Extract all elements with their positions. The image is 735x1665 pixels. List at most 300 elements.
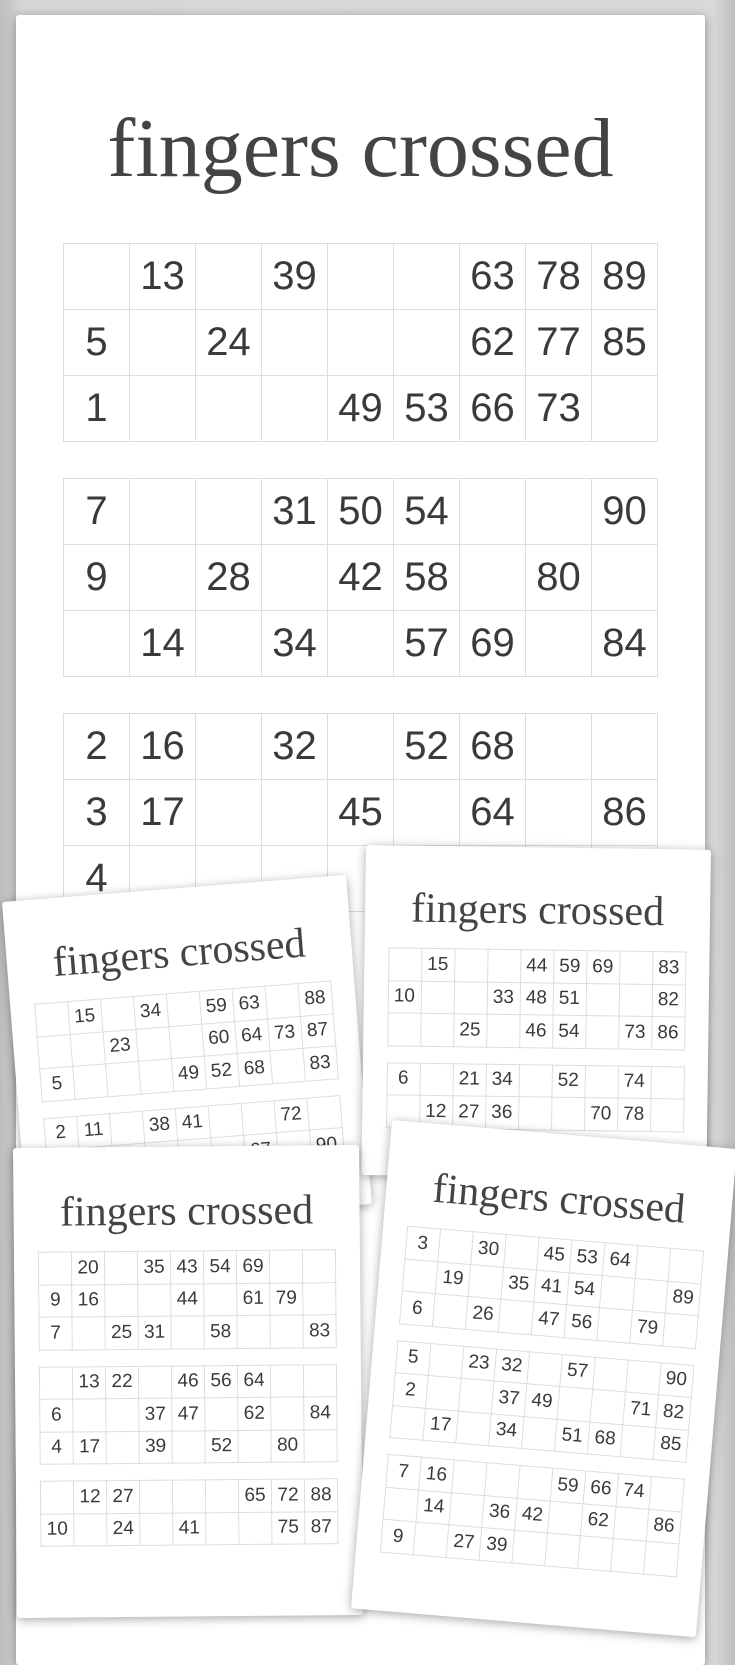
empty-cell <box>328 310 394 376</box>
empty-cell <box>551 1097 584 1130</box>
empty-cell <box>387 1013 420 1046</box>
number-cell: 44 <box>171 1283 204 1316</box>
number-cell: 42 <box>515 1498 551 1533</box>
empty-cell <box>269 1250 302 1283</box>
empty-cell <box>420 1013 453 1046</box>
empty-cell <box>420 1063 453 1096</box>
empty-cell <box>237 1315 270 1348</box>
bingo-ticket <box>399 1226 704 1349</box>
number-cell: 87 <box>300 1013 335 1048</box>
empty-cell <box>512 1530 548 1565</box>
number-cell: 46 <box>519 1015 552 1048</box>
number-cell: 47 <box>172 1398 205 1431</box>
ticket-row <box>39 1282 336 1317</box>
number-cell: 28 <box>196 545 262 611</box>
empty-cell <box>460 479 526 545</box>
number-cell: 54 <box>394 479 460 545</box>
empty-cell <box>238 1430 271 1463</box>
number-cell: 74 <box>617 1066 650 1099</box>
ticket-row <box>64 611 658 677</box>
empty-cell <box>626 1360 662 1395</box>
empty-cell <box>302 1250 335 1283</box>
number-cell: 21 <box>453 1063 486 1096</box>
empty-cell <box>611 1538 647 1573</box>
empty-cell <box>104 1251 137 1284</box>
empty-cell <box>649 1476 685 1511</box>
ticket-row <box>64 545 658 611</box>
number-cell: 7 <box>64 479 130 545</box>
empty-cell <box>578 1536 614 1571</box>
empty-cell <box>138 1366 171 1399</box>
number-cell: 12 <box>419 1095 452 1128</box>
empty-cell <box>262 780 328 846</box>
empty-cell <box>270 1048 305 1083</box>
number-cell: 24 <box>107 1513 140 1546</box>
empty-cell <box>394 310 460 376</box>
ticket-row <box>64 714 658 780</box>
empty-cell <box>619 984 652 1017</box>
empty-cell <box>38 1252 71 1285</box>
empty-cell <box>328 714 394 780</box>
ticket-row <box>387 1062 684 1099</box>
empty-cell <box>449 1492 485 1527</box>
number-cell: 26 <box>465 1296 501 1331</box>
empty-cell <box>592 714 658 780</box>
empty-cell <box>130 479 196 545</box>
number-cell: 58 <box>394 545 460 611</box>
ticket-row <box>39 1364 336 1399</box>
number-cell: 16 <box>419 1457 455 1492</box>
number-cell: 38 <box>142 1108 177 1143</box>
number-cell: 79 <box>270 1282 303 1315</box>
ticket-row <box>64 310 658 376</box>
number-cell: 31 <box>262 479 328 545</box>
empty-cell <box>663 1313 699 1348</box>
bingo-ticket <box>34 980 339 1102</box>
number-cell: 64 <box>460 780 526 846</box>
empty-cell <box>421 981 454 1014</box>
number-cell: 11 <box>76 1113 111 1148</box>
bingo-ticket <box>40 1478 339 1547</box>
number-cell: 45 <box>536 1237 572 1272</box>
number-cell: 7 <box>386 1454 422 1489</box>
number-cell: 19 <box>435 1261 471 1296</box>
number-cell: 52 <box>551 1065 584 1098</box>
number-cell: 49 <box>328 376 394 442</box>
empty-cell <box>526 780 592 846</box>
number-cell: 3 <box>64 780 130 846</box>
empty-cell <box>586 983 619 1016</box>
number-cell: 64 <box>234 1019 269 1054</box>
number-cell: 61 <box>237 1283 270 1316</box>
empty-cell <box>172 1430 205 1463</box>
number-cell: 27 <box>106 1480 139 1513</box>
empty-cell <box>39 1366 72 1399</box>
number-cell: 62 <box>580 1503 616 1538</box>
empty-cell <box>402 1259 438 1294</box>
empty-cell <box>172 1480 205 1513</box>
card-title: fingers crossed <box>107 102 614 195</box>
empty-cell <box>620 1424 656 1459</box>
empty-cell <box>34 1002 69 1037</box>
number-cell: 83 <box>652 952 685 985</box>
bingo-ticket <box>63 243 658 442</box>
number-cell: 9 <box>64 545 130 611</box>
number-cell: 23 <box>461 1346 497 1381</box>
number-cell: 58 <box>204 1316 237 1349</box>
number-cell: 78 <box>526 244 592 310</box>
number-cell: 5 <box>39 1067 74 1102</box>
number-cell: 66 <box>460 376 526 442</box>
number-cell: 46 <box>171 1365 204 1398</box>
ticket-row <box>64 479 658 545</box>
empty-cell <box>72 1064 107 1099</box>
empty-cell <box>196 244 262 310</box>
empty-cell <box>390 1405 426 1440</box>
empty-cell <box>426 1375 462 1410</box>
number-cell: 6 <box>387 1062 420 1095</box>
empty-cell <box>547 1501 583 1536</box>
number-cell: 43 <box>170 1251 203 1284</box>
number-cell: 88 <box>297 981 332 1016</box>
number-cell: 90 <box>658 1362 694 1397</box>
empty-cell <box>585 1016 618 1049</box>
number-cell: 39 <box>262 244 328 310</box>
empty-cell <box>454 949 487 982</box>
number-cell: 25 <box>453 1014 486 1047</box>
empty-cell <box>456 1411 492 1446</box>
empty-cell <box>135 1026 170 1061</box>
empty-cell <box>196 479 262 545</box>
card-title: fingers crossed <box>59 1187 314 1236</box>
number-cell: 90 <box>592 479 658 545</box>
number-cell: 72 <box>271 1479 304 1512</box>
number-cell: 73 <box>618 1016 651 1049</box>
bingo-ticket <box>39 1364 338 1465</box>
empty-cell <box>40 1481 73 1514</box>
empty-cell <box>140 1513 173 1546</box>
empty-cell <box>487 949 520 982</box>
number-cell: 7 <box>39 1317 72 1350</box>
number-cell: 33 <box>487 982 520 1015</box>
number-cell: 69 <box>586 951 619 984</box>
number-cell: 53 <box>569 1240 605 1275</box>
empty-cell <box>105 1061 140 1096</box>
empty-cell <box>240 1100 275 1135</box>
number-cell: 31 <box>138 1316 171 1349</box>
number-cell: 15 <box>67 999 102 1034</box>
empty-cell <box>168 1024 203 1059</box>
empty-cell <box>428 1343 464 1378</box>
number-cell: 14 <box>416 1490 452 1525</box>
number-cell: 66 <box>583 1471 619 1506</box>
empty-cell <box>632 1278 668 1313</box>
empty-cell <box>106 1398 139 1431</box>
number-cell: 83 <box>303 1315 336 1348</box>
number-cell: 52 <box>204 1054 239 1089</box>
number-cell: 36 <box>485 1096 518 1129</box>
number-cell: 83 <box>302 1046 337 1081</box>
ticket-row <box>40 1479 337 1514</box>
number-cell: 5 <box>64 310 130 376</box>
number-cell: 1 <box>64 376 130 442</box>
number-cell: 39 <box>479 1527 515 1562</box>
ticket-row <box>64 376 658 442</box>
ticket-row <box>39 1315 336 1350</box>
empty-cell <box>394 780 460 846</box>
number-cell: 80 <box>526 545 592 611</box>
number-cell: 13 <box>72 1366 105 1399</box>
number-cell: 56 <box>204 1365 237 1398</box>
number-cell: 89 <box>592 244 658 310</box>
number-cell: 53 <box>394 376 460 442</box>
number-cell: 70 <box>584 1098 617 1131</box>
number-cell: 34 <box>486 1064 519 1097</box>
empty-cell <box>139 1480 172 1513</box>
empty-cell <box>196 714 262 780</box>
number-cell: 80 <box>271 1429 304 1462</box>
empty-cell <box>452 1460 488 1495</box>
number-cell: 4 <box>64 846 130 912</box>
empty-cell <box>438 1229 474 1264</box>
empty-cell <box>394 244 460 310</box>
empty-cell <box>388 948 421 981</box>
empty-cell <box>196 780 262 846</box>
card-title: fingers crossed <box>430 1165 687 1233</box>
number-cell: 65 <box>238 1479 271 1512</box>
number-cell: 22 <box>105 1366 138 1399</box>
bingo-card-preview-3 <box>13 1145 363 1618</box>
empty-cell <box>413 1522 449 1557</box>
number-cell: 68 <box>237 1051 272 1086</box>
number-cell: 59 <box>550 1468 586 1503</box>
number-cell: 54 <box>552 1015 585 1048</box>
empty-cell <box>517 1465 553 1500</box>
empty-cell <box>166 991 201 1026</box>
empty-cell <box>619 951 652 984</box>
empty-cell <box>460 545 526 611</box>
empty-cell <box>504 1234 540 1269</box>
empty-cell <box>270 1364 303 1397</box>
card-title: fingers crossed <box>410 885 665 936</box>
number-cell: 48 <box>520 982 553 1015</box>
empty-cell <box>239 1512 272 1545</box>
number-cell: 41 <box>175 1105 210 1140</box>
empty-cell <box>106 1431 139 1464</box>
bingo-ticket <box>387 947 686 1050</box>
number-cell: 78 <box>617 1098 650 1131</box>
number-cell: 27 <box>452 1096 485 1129</box>
bingo-ticket <box>380 1454 685 1577</box>
number-cell: 71 <box>623 1392 659 1427</box>
number-cell: 2 <box>43 1116 78 1151</box>
number-cell: 34 <box>262 611 328 677</box>
empty-cell <box>303 1282 336 1315</box>
ticket-row <box>388 948 685 985</box>
empty-cell <box>597 1308 633 1343</box>
empty-cell <box>650 1098 683 1131</box>
ticket-row <box>41 1511 338 1546</box>
number-cell: 17 <box>73 1431 106 1464</box>
number-cell: 30 <box>471 1232 507 1267</box>
empty-cell <box>590 1389 626 1424</box>
empty-cell <box>519 1064 552 1097</box>
empty-cell <box>196 376 262 442</box>
number-cell: 88 <box>304 1479 337 1512</box>
number-cell: 35 <box>501 1267 537 1302</box>
number-cell: 13 <box>130 244 196 310</box>
number-cell: 9 <box>380 1519 416 1554</box>
number-cell: 15 <box>421 948 454 981</box>
empty-cell <box>270 1315 303 1348</box>
empty-cell <box>613 1506 649 1541</box>
ticket-row <box>64 244 658 310</box>
number-cell: 32 <box>494 1349 530 1384</box>
bingo-ticket <box>389 1340 694 1463</box>
empty-cell <box>432 1294 468 1329</box>
empty-cell <box>196 611 262 677</box>
number-cell: 6 <box>400 1291 436 1326</box>
empty-cell <box>635 1246 671 1281</box>
empty-cell <box>70 1032 105 1067</box>
number-cell: 24 <box>196 310 262 376</box>
empty-cell <box>643 1541 679 1576</box>
number-cell: 75 <box>272 1511 305 1544</box>
ticket-row <box>40 1397 337 1432</box>
number-cell: 89 <box>665 1281 701 1316</box>
empty-cell <box>328 611 394 677</box>
empty-cell <box>130 376 196 442</box>
empty-cell <box>130 310 196 376</box>
number-cell: 16 <box>130 714 196 780</box>
number-cell: 51 <box>554 1419 590 1454</box>
number-cell: 2 <box>393 1373 429 1408</box>
number-cell: 60 <box>201 1021 236 1056</box>
number-cell: 41 <box>173 1512 206 1545</box>
number-cell: 52 <box>394 714 460 780</box>
empty-cell <box>668 1248 704 1283</box>
number-cell: 16 <box>72 1284 105 1317</box>
number-cell: 86 <box>646 1509 682 1544</box>
number-cell: 49 <box>171 1056 206 1091</box>
empty-cell <box>592 545 658 611</box>
empty-cell <box>526 479 592 545</box>
ticket-row <box>388 980 685 1017</box>
number-cell: 72 <box>273 1098 308 1133</box>
number-cell: 4 <box>40 1431 73 1464</box>
card-title: fingers crossed <box>51 920 308 987</box>
number-cell: 25 <box>105 1316 138 1349</box>
empty-cell <box>306 1095 341 1130</box>
number-cell: 68 <box>587 1422 623 1457</box>
number-cell: 84 <box>592 611 658 677</box>
empty-cell <box>593 1357 629 1392</box>
number-cell: 50 <box>328 479 394 545</box>
empty-cell <box>557 1386 593 1421</box>
number-cell: 63 <box>460 244 526 310</box>
empty-cell <box>74 1513 107 1546</box>
empty-cell <box>208 1103 243 1138</box>
empty-cell <box>518 1097 551 1130</box>
bingo-ticket <box>63 478 658 677</box>
number-cell: 47 <box>531 1302 567 1337</box>
number-cell: 85 <box>592 310 658 376</box>
number-cell: 77 <box>526 310 592 376</box>
empty-cell <box>458 1378 494 1413</box>
empty-cell <box>72 1317 105 1350</box>
number-cell: 62 <box>460 310 526 376</box>
empty-cell <box>100 997 135 1032</box>
number-cell: 42 <box>328 545 394 611</box>
number-cell: 6 <box>40 1399 73 1432</box>
empty-cell <box>204 1283 237 1316</box>
empty-cell <box>171 1316 204 1349</box>
empty-cell <box>650 1066 683 1099</box>
number-cell: 86 <box>592 780 658 846</box>
number-cell: 49 <box>524 1384 560 1419</box>
bingo-ticket <box>386 1062 685 1132</box>
number-cell: 54 <box>203 1251 236 1284</box>
empty-cell <box>262 376 328 442</box>
ticket-row <box>387 1013 684 1050</box>
number-cell: 23 <box>102 1029 137 1064</box>
number-cell: 73 <box>526 376 592 442</box>
empty-cell <box>264 984 299 1019</box>
empty-cell <box>73 1399 106 1432</box>
number-cell: 64 <box>602 1243 638 1278</box>
number-cell: 45 <box>328 780 394 846</box>
empty-cell <box>498 1299 534 1334</box>
empty-cell <box>64 611 130 677</box>
number-cell: 10 <box>41 1513 74 1546</box>
empty-cell <box>527 1351 563 1386</box>
number-cell: 35 <box>137 1251 170 1284</box>
empty-cell <box>545 1533 581 1568</box>
number-cell: 69 <box>236 1250 269 1283</box>
number-cell: 12 <box>73 1481 106 1514</box>
empty-cell <box>328 244 394 310</box>
empty-cell <box>271 1397 304 1430</box>
number-cell: 59 <box>199 989 234 1024</box>
empty-cell <box>37 1034 72 1069</box>
number-cell: 20 <box>71 1252 104 1285</box>
number-cell: 9 <box>39 1284 72 1317</box>
empty-cell <box>468 1264 504 1299</box>
empty-cell <box>526 611 592 677</box>
empty-cell <box>584 1065 617 1098</box>
number-cell: 52 <box>205 1430 238 1463</box>
number-cell: 69 <box>460 611 526 677</box>
number-cell: 59 <box>553 950 586 983</box>
number-cell: 86 <box>651 1017 684 1050</box>
number-cell: 57 <box>394 611 460 677</box>
number-cell: 17 <box>423 1408 459 1443</box>
number-cell: 68 <box>460 714 526 780</box>
number-cell: 57 <box>560 1354 596 1389</box>
empty-cell <box>303 1364 336 1397</box>
number-cell: 73 <box>267 1016 302 1051</box>
number-cell: 82 <box>656 1395 692 1430</box>
number-cell: 34 <box>133 994 168 1029</box>
number-cell: 41 <box>534 1270 570 1305</box>
empty-cell <box>592 376 658 442</box>
empty-cell <box>105 1284 138 1317</box>
number-cell: 2 <box>64 714 130 780</box>
empty-cell <box>138 1059 173 1094</box>
number-cell: 37 <box>491 1381 527 1416</box>
number-cell: 84 <box>304 1397 337 1430</box>
number-cell: 56 <box>564 1305 600 1340</box>
